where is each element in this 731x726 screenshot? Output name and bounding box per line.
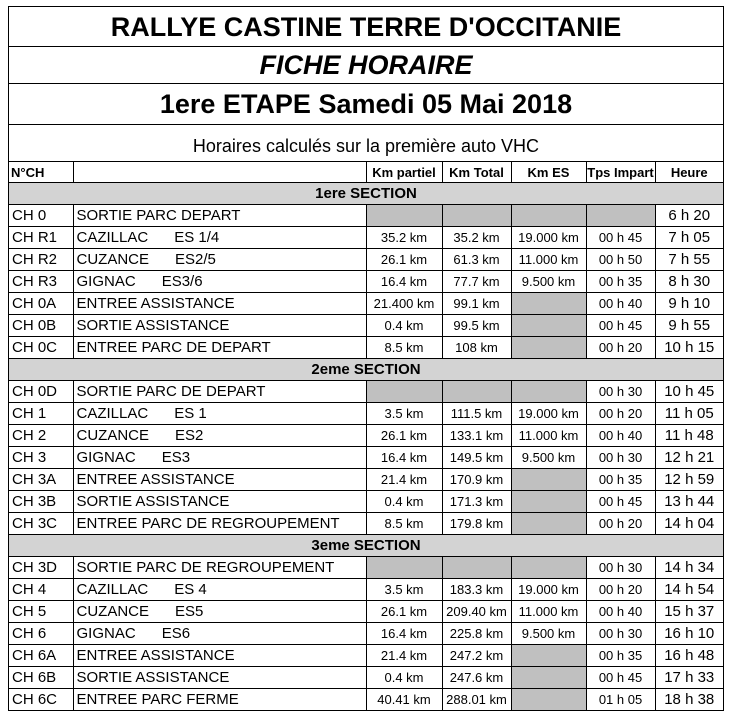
checkpoint-id: CH 5 [9, 601, 73, 623]
checkpoint-id: CH R2 [9, 249, 73, 271]
checkpoint-location [73, 205, 366, 227]
special-stage-label: ES 4 [174, 581, 207, 598]
km-partiel-cell: 3.5 km [366, 579, 442, 601]
checkpoint-id: CH 0A [9, 293, 73, 315]
km-es-cell [511, 337, 586, 359]
location-name: GIGNAC [76, 449, 136, 466]
column-header-km-partiel: Km partiel [366, 162, 442, 183]
checkpoint-location [73, 271, 366, 293]
tps-impart-cell: 00 h 45 [586, 227, 655, 249]
tps-impart-cell: 00 h 45 [586, 667, 655, 689]
km-es-cell [511, 689, 586, 711]
checkpoint-location [73, 249, 366, 271]
km-partiel-cell: 0.4 km [366, 315, 442, 337]
tps-impart-cell: 00 h 30 [586, 381, 655, 403]
km-total-cell: 225.8 km [442, 623, 511, 645]
km-total-cell: 247.2 km [442, 645, 511, 667]
km-total-cell: 61.3 km [442, 249, 511, 271]
heure-cell: 18 h 38 [655, 689, 723, 711]
time-schedule-sheet [8, 6, 724, 711]
km-partiel-cell: 16.4 km [366, 447, 442, 469]
special-stage-label: ES5 [175, 603, 204, 620]
table-row [9, 557, 723, 579]
tps-impart-cell: 00 h 50 [586, 249, 655, 271]
location-name: SORTIE PARC DE REGROUPEMENT [76, 559, 335, 576]
location-name: ENTREE PARC DE REGROUPEMENT [76, 515, 340, 532]
checkpoint-id: CH R3 [9, 271, 73, 293]
location-name: ENTREE PARC DE DEPART [76, 339, 271, 356]
column-header-km-es: Km ES [511, 162, 586, 183]
checkpoint-location [73, 425, 366, 447]
tps-impart-cell [586, 205, 655, 227]
tps-impart-cell: 00 h 30 [586, 557, 655, 579]
km-partiel-cell: 26.1 km [366, 601, 442, 623]
tps-impart-cell: 00 h 35 [586, 271, 655, 293]
checkpoint-location [73, 667, 366, 689]
location-name: CUZANCE [76, 251, 150, 268]
checkpoint-location [73, 557, 366, 579]
location-name: GIGNAC [76, 625, 136, 642]
km-partiel-cell: 21.400 km [366, 293, 442, 315]
rally-title: RALLYE CASTINE TERRE D'OCCITANIE [9, 7, 723, 47]
checkpoint-location [73, 337, 366, 359]
checkpoint-id: CH 3 [9, 447, 73, 469]
tps-impart-cell: 00 h 40 [586, 601, 655, 623]
checkpoint-location [73, 315, 366, 337]
km-partiel-cell [366, 381, 442, 403]
location-name: SORTIE PARC DE DEPART [76, 383, 266, 400]
km-partiel-cell: 35.2 km [366, 227, 442, 249]
km-total-cell: 247.6 km [442, 667, 511, 689]
km-partiel-cell: 40.41 km [366, 689, 442, 711]
special-stage-label: ES 1 [174, 405, 207, 422]
km-total-cell: 183.3 km [442, 579, 511, 601]
checkpoint-id: CH 3A [9, 469, 73, 491]
km-partiel-cell: 8.5 km [366, 513, 442, 535]
km-partiel-cell: 0.4 km [366, 667, 442, 689]
special-stage-label: ES3 [161, 449, 191, 466]
km-total-cell: 170.9 km [442, 469, 511, 491]
km-total-cell [442, 557, 511, 579]
km-total-cell: 108 km [442, 337, 511, 359]
km-es-cell [511, 491, 586, 513]
km-partiel-cell: 16.4 km [366, 623, 442, 645]
special-stage-label: ES2/5 [175, 251, 216, 268]
table-row [9, 447, 723, 469]
table-row [9, 205, 723, 227]
checkpoint-location [73, 227, 366, 249]
tps-impart-cell: 01 h 05 [586, 689, 655, 711]
location-name: SORTIE ASSISTANCE [76, 317, 230, 334]
location-name: CUZANCE [76, 603, 150, 620]
km-es-cell [511, 645, 586, 667]
heure-cell: 12 h 59 [655, 469, 723, 491]
heure-cell: 10 h 45 [655, 381, 723, 403]
checkpoint-id: CH 0B [9, 315, 73, 337]
table-row [9, 337, 723, 359]
tps-impart-cell: 00 h 20 [586, 403, 655, 425]
heure-cell: 14 h 54 [655, 579, 723, 601]
table-row [9, 513, 723, 535]
km-es-cell: 9.500 km [511, 271, 586, 293]
location-name: SORTIE ASSISTANCE [76, 493, 230, 510]
schedule-note: Horaires calculés sur la première auto VHC [192, 136, 540, 156]
table-row [9, 601, 723, 623]
heure-cell: 16 h 10 [655, 623, 723, 645]
km-es-cell: 11.000 km [511, 425, 586, 447]
checkpoint-location [73, 623, 366, 645]
column-header-km-total: Km Total [442, 162, 511, 183]
checkpoint-id: CH 2 [9, 425, 73, 447]
heure-cell: 6 h 20 [655, 205, 723, 227]
heure-cell: 12 h 21 [655, 447, 723, 469]
location-name: ENTREE ASSISTANCE [76, 647, 235, 664]
heure-cell: 7 h 55 [655, 249, 723, 271]
table-row [9, 271, 723, 293]
table-row [9, 491, 723, 513]
tps-impart-cell: 00 h 40 [586, 293, 655, 315]
checkpoint-location [73, 293, 366, 315]
km-partiel-cell [366, 205, 442, 227]
checkpoint-location [73, 403, 366, 425]
heure-cell: 15 h 37 [655, 601, 723, 623]
km-total-cell: 171.3 km [442, 491, 511, 513]
tps-impart-cell: 00 h 45 [586, 315, 655, 337]
checkpoint-id: CH 0C [9, 337, 73, 359]
km-partiel-cell [366, 557, 442, 579]
sheet-subtitle: FICHE HORAIRE [9, 47, 723, 84]
heure-cell: 9 h 10 [655, 293, 723, 315]
checkpoint-location [73, 689, 366, 711]
km-partiel-cell: 21.4 km [366, 645, 442, 667]
table-row [9, 293, 723, 315]
tps-impart-cell: 00 h 35 [586, 469, 655, 491]
km-es-cell [511, 513, 586, 535]
special-stage-label: ES3/6 [161, 273, 203, 290]
checkpoint-id: CH 1 [9, 403, 73, 425]
checkpoint-location [73, 645, 366, 667]
location-name: CAZILLAC [76, 581, 149, 598]
location-name: SORTIE ASSISTANCE [76, 669, 230, 686]
checkpoint-location [73, 579, 366, 601]
km-es-cell [511, 381, 586, 403]
checkpoint-location [73, 447, 366, 469]
tps-impart-cell: 00 h 45 [586, 491, 655, 513]
heure-cell: 9 h 55 [655, 315, 723, 337]
km-es-cell [511, 469, 586, 491]
km-partiel-cell: 21.4 km [366, 469, 442, 491]
checkpoint-id: CH 3D [9, 557, 73, 579]
km-total-cell: 149.5 km [442, 447, 511, 469]
location-name: ENTREE ASSISTANCE [76, 295, 235, 312]
km-total-cell: 99.1 km [442, 293, 511, 315]
table-row [9, 249, 723, 271]
table-row [9, 315, 723, 337]
special-stage-label: ES 1/4 [174, 229, 220, 246]
table-row [9, 403, 723, 425]
km-partiel-cell: 3.5 km [366, 403, 442, 425]
section-title: 3eme SECTION [9, 535, 723, 557]
tps-impart-cell: 00 h 30 [586, 447, 655, 469]
checkpoint-id: CH 3C [9, 513, 73, 535]
km-es-cell [511, 315, 586, 337]
location-name: SORTIE PARC DEPART [76, 207, 241, 224]
tps-impart-cell: 00 h 20 [586, 513, 655, 535]
km-total-cell: 133.1 km [442, 425, 511, 447]
location-name: ENTREE PARC FERME [76, 691, 239, 708]
km-es-cell [511, 293, 586, 315]
column-header-row [9, 162, 723, 183]
checkpoint-location [73, 491, 366, 513]
location-name: CAZILLAC [76, 229, 149, 246]
km-es-cell: 9.500 km [511, 447, 586, 469]
checkpoint-location [73, 381, 366, 403]
heure-cell: 16 h 48 [655, 645, 723, 667]
km-total-cell: 179.8 km [442, 513, 511, 535]
table-row [9, 579, 723, 601]
tps-impart-cell: 00 h 20 [586, 337, 655, 359]
table-row [9, 623, 723, 645]
km-total-cell: 111.5 km [442, 403, 511, 425]
column-header-tps-impart: Tps Impart [586, 162, 655, 183]
heure-cell: 10 h 15 [655, 337, 723, 359]
checkpoint-location [73, 513, 366, 535]
km-es-cell [511, 205, 586, 227]
km-es-cell: 9.500 km [511, 623, 586, 645]
table-row [9, 425, 723, 447]
heure-cell: 17 h 33 [655, 667, 723, 689]
tps-impart-cell: 00 h 35 [586, 645, 655, 667]
km-partiel-cell: 0.4 km [366, 491, 442, 513]
checkpoint-id: CH 6A [9, 645, 73, 667]
column-header-ch: N°CH [9, 162, 73, 183]
km-total-cell: 288.01 km [442, 689, 511, 711]
section-header-row [9, 359, 723, 381]
special-stage-label: ES6 [161, 625, 191, 642]
checkpoint-location [73, 469, 366, 491]
location-name: ENTREE ASSISTANCE [76, 471, 235, 488]
km-total-cell [442, 205, 511, 227]
km-total-cell: 77.7 km [442, 271, 511, 293]
section-header-row [9, 535, 723, 557]
checkpoint-id: CH 4 [9, 579, 73, 601]
km-total-cell: 209.40 km [442, 601, 511, 623]
tps-impart-cell: 00 h 40 [586, 425, 655, 447]
km-es-cell [511, 667, 586, 689]
location-name: GIGNAC [76, 273, 136, 290]
table-row [9, 689, 723, 711]
km-es-cell: 19.000 km [511, 579, 586, 601]
schedule-body [9, 162, 723, 711]
km-es-cell: 11.000 km [511, 601, 586, 623]
schedule-table [9, 161, 723, 710]
km-total-cell: 35.2 km [442, 227, 511, 249]
km-partiel-cell: 26.1 km [366, 425, 442, 447]
column-header-heure: Heure [655, 162, 723, 183]
section-header-row [9, 183, 723, 205]
km-partiel-cell: 26.1 km [366, 249, 442, 271]
column-header-lieu [73, 162, 366, 183]
checkpoint-id: CH 6 [9, 623, 73, 645]
heure-cell: 13 h 44 [655, 491, 723, 513]
heure-cell: 11 h 48 [655, 425, 723, 447]
km-partiel-cell: 8.5 km [366, 337, 442, 359]
km-partiel-cell: 16.4 km [366, 271, 442, 293]
heure-cell: 11 h 05 [655, 403, 723, 425]
km-es-cell: 19.000 km [511, 403, 586, 425]
km-es-cell: 19.000 km [511, 227, 586, 249]
heure-cell: 7 h 05 [655, 227, 723, 249]
table-row [9, 227, 723, 249]
km-total-cell: 99.5 km [442, 315, 511, 337]
location-name: CUZANCE [76, 427, 150, 444]
checkpoint-id: CH 0D [9, 381, 73, 403]
km-es-cell: 11.000 km [511, 249, 586, 271]
special-stage-label: ES2 [175, 427, 204, 444]
location-name: CAZILLAC [76, 405, 149, 422]
table-row [9, 469, 723, 491]
checkpoint-id: CH R1 [9, 227, 73, 249]
checkpoint-id: CH 6B [9, 667, 73, 689]
table-row [9, 381, 723, 403]
section-title: 2eme SECTION [9, 359, 723, 381]
km-total-cell [442, 381, 511, 403]
stage-title: 1ere ETAPE Samedi 05 Mai 2018 [9, 84, 723, 125]
tps-impart-cell: 00 h 20 [586, 579, 655, 601]
checkpoint-id: CH 6C [9, 689, 73, 711]
section-title: 1ere SECTION [9, 183, 723, 205]
checkpoint-location [73, 601, 366, 623]
km-es-cell [511, 557, 586, 579]
checkpoint-id: CH 3B [9, 491, 73, 513]
checkpoint-id: CH 0 [9, 205, 73, 227]
heure-cell: 8 h 30 [655, 271, 723, 293]
table-row [9, 645, 723, 667]
heure-cell: 14 h 34 [655, 557, 723, 579]
heure-cell: 14 h 04 [655, 513, 723, 535]
table-row [9, 667, 723, 689]
tps-impart-cell: 00 h 30 [586, 623, 655, 645]
